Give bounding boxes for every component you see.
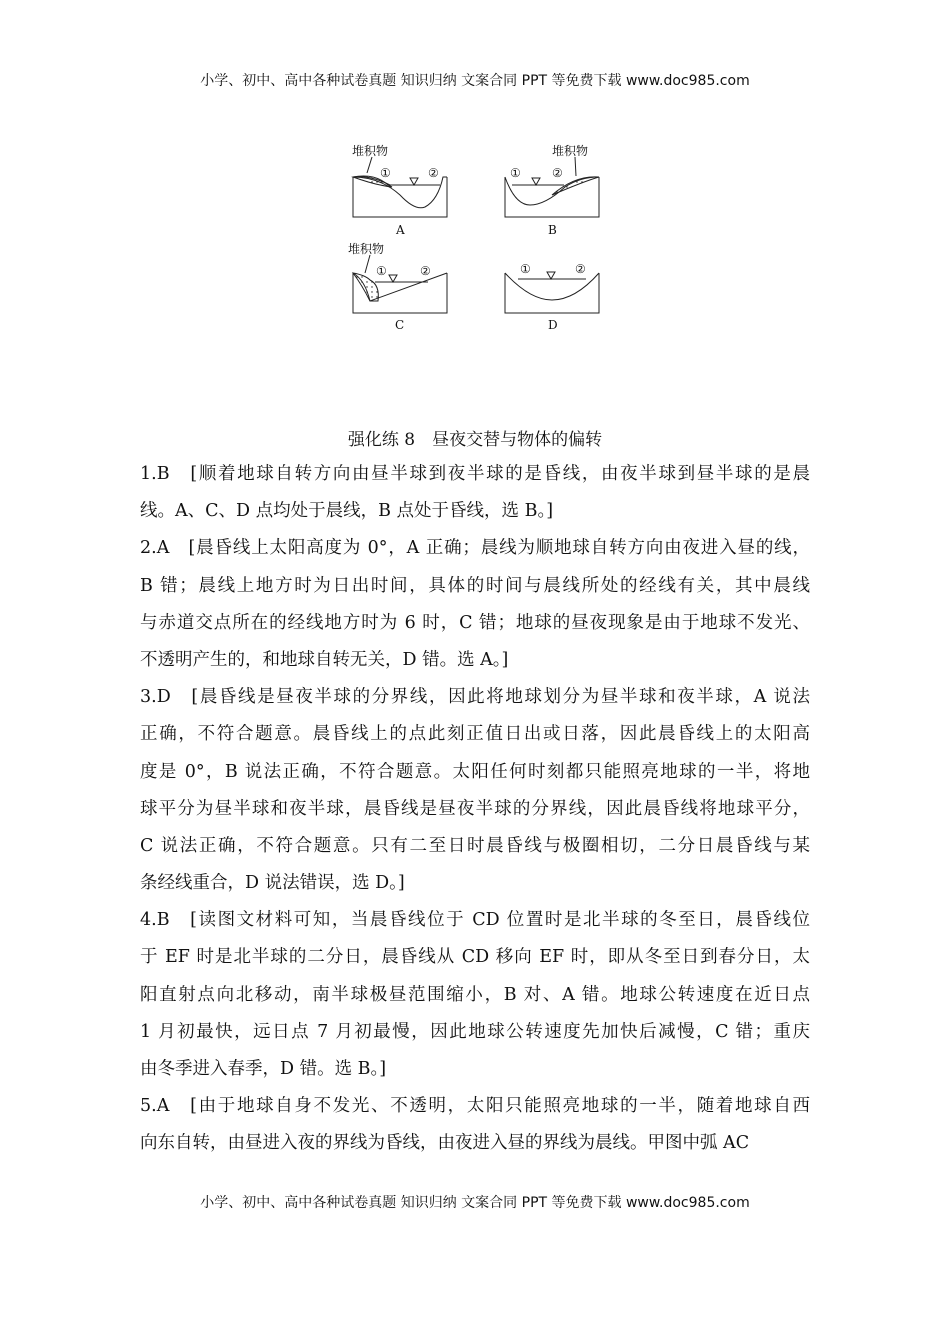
caption-d: D: [548, 318, 558, 332]
answer-line: 1 月初最快，远日点 7 月初最慢，因此地球公转速度先加快后减慢，C 错；重庆: [140, 1021, 810, 1042]
answer-line: 球平分为昼半球和夜半球，晨昏线是昼夜半球的分界线，因此晨昏线将地球平分，: [140, 798, 810, 819]
mark-1: ①: [520, 262, 531, 276]
answer-item: [140, 460, 810, 534]
answer-line: 于 EF 时是北半球的二分日，晨昏线从 CD 移向 EF 时，即从冬至日到春分日，太: [140, 947, 810, 968]
mark-2: ②: [552, 166, 563, 180]
answer-line: 由冬季进入春季，D 错。选 B。]: [140, 1059, 387, 1079]
mark-1: ①: [376, 264, 387, 278]
answer-item: [140, 1092, 810, 1166]
mark-2: ②: [428, 166, 439, 180]
caption-c: C: [395, 318, 405, 332]
answer-line: 正确，不符合题意。晨昏线上的点此刻正值日出或日落，因此晨昏线上的太阳高: [140, 724, 810, 745]
river-cross-section-figure: [340, 135, 610, 335]
answer-line: 阳直射点向北移动，南半球极昼范围缩小，B 对、A 错。地球公转速度在近日点: [140, 984, 810, 1005]
deposit-label-c: 堆积物: [348, 242, 385, 256]
answer-line: 5.A [由于地球自身不发光、不透明，太阳只能照亮地球的一半，随着地球自西: [140, 1096, 810, 1117]
answer-line: 3.D [晨昏线是昼夜半球的分界线，因此将地球划分为昼半球和夜半球，A 说法: [140, 687, 810, 708]
answer-line: 不透明产生的，和地球自转无关，D 错。选 A。]: [140, 649, 509, 670]
mark-2: ②: [575, 262, 586, 276]
answer-item: [140, 906, 810, 1092]
deposit-label-a: 堆积物: [352, 144, 389, 158]
caption-a: A: [396, 223, 405, 237]
deposit-label-b: 堆积物: [552, 144, 589, 158]
answer-line: C 说法正确，不符合题意。只有二至日时晨昏线与极圈相切，二分日晨昏线与某: [140, 835, 810, 856]
section-title: 强化练 8 昼夜交替与物体的偏转: [347, 430, 603, 450]
mark-1: ①: [380, 166, 391, 180]
answer-line: 条经线重合，D 说法错误，选 D。]: [140, 873, 405, 894]
answer-item: [140, 683, 810, 906]
answer-item: [140, 534, 810, 683]
mark-2: ②: [420, 264, 431, 278]
page-footer: 小学、初中、高中各种试卷真题 知识归纳 文案合同 PPT 等免费下载 www.doc985.com: [200, 1195, 750, 1211]
page-header: 小学、初中、高中各种试卷真题 知识归纳 文案合同 PPT 等免费下载 www.doc985.com: [200, 73, 750, 89]
mark-1: ①: [510, 166, 521, 180]
caption-b: B: [548, 223, 557, 237]
answer-list: [140, 460, 810, 1167]
answer-line: 线。A、C、D 点均处于晨线，B 点处于昏线，选 B。]: [140, 501, 554, 522]
answer-line: B 错；晨线上地方时为日出时间，具体的时间与晨线所处的经线有关，其中晨线: [140, 575, 810, 596]
answer-line: 1.B [顺着地球自转方向由昼半球到夜半球的是昏线，由夜半球到昼半球的是晨: [140, 464, 810, 484]
answer-line: 4.B [读图文材料可知，当晨昏线位于 CD 位置时是北半球的冬至日，晨昏线位: [140, 910, 810, 931]
answer-line: 度是 0°，B 说法正确，不符合题意。太阳任何时刻都只能照亮地球的一半，将地: [140, 761, 810, 782]
answer-line: 向东自转，由昼进入夜的界线为昏线，由夜进入昼的界线为晨线。甲图中弧 AC: [140, 1133, 750, 1154]
answer-line: 2.A [晨昏线上太阳高度为 0°，A 正确；晨线为顺地球自转方向由夜进入昼的线，: [140, 538, 810, 559]
answer-line: 与赤道交点所在的经线地方时为 6 时，C 错；地球的昼夜现象是由于地球不发光、: [140, 612, 810, 633]
